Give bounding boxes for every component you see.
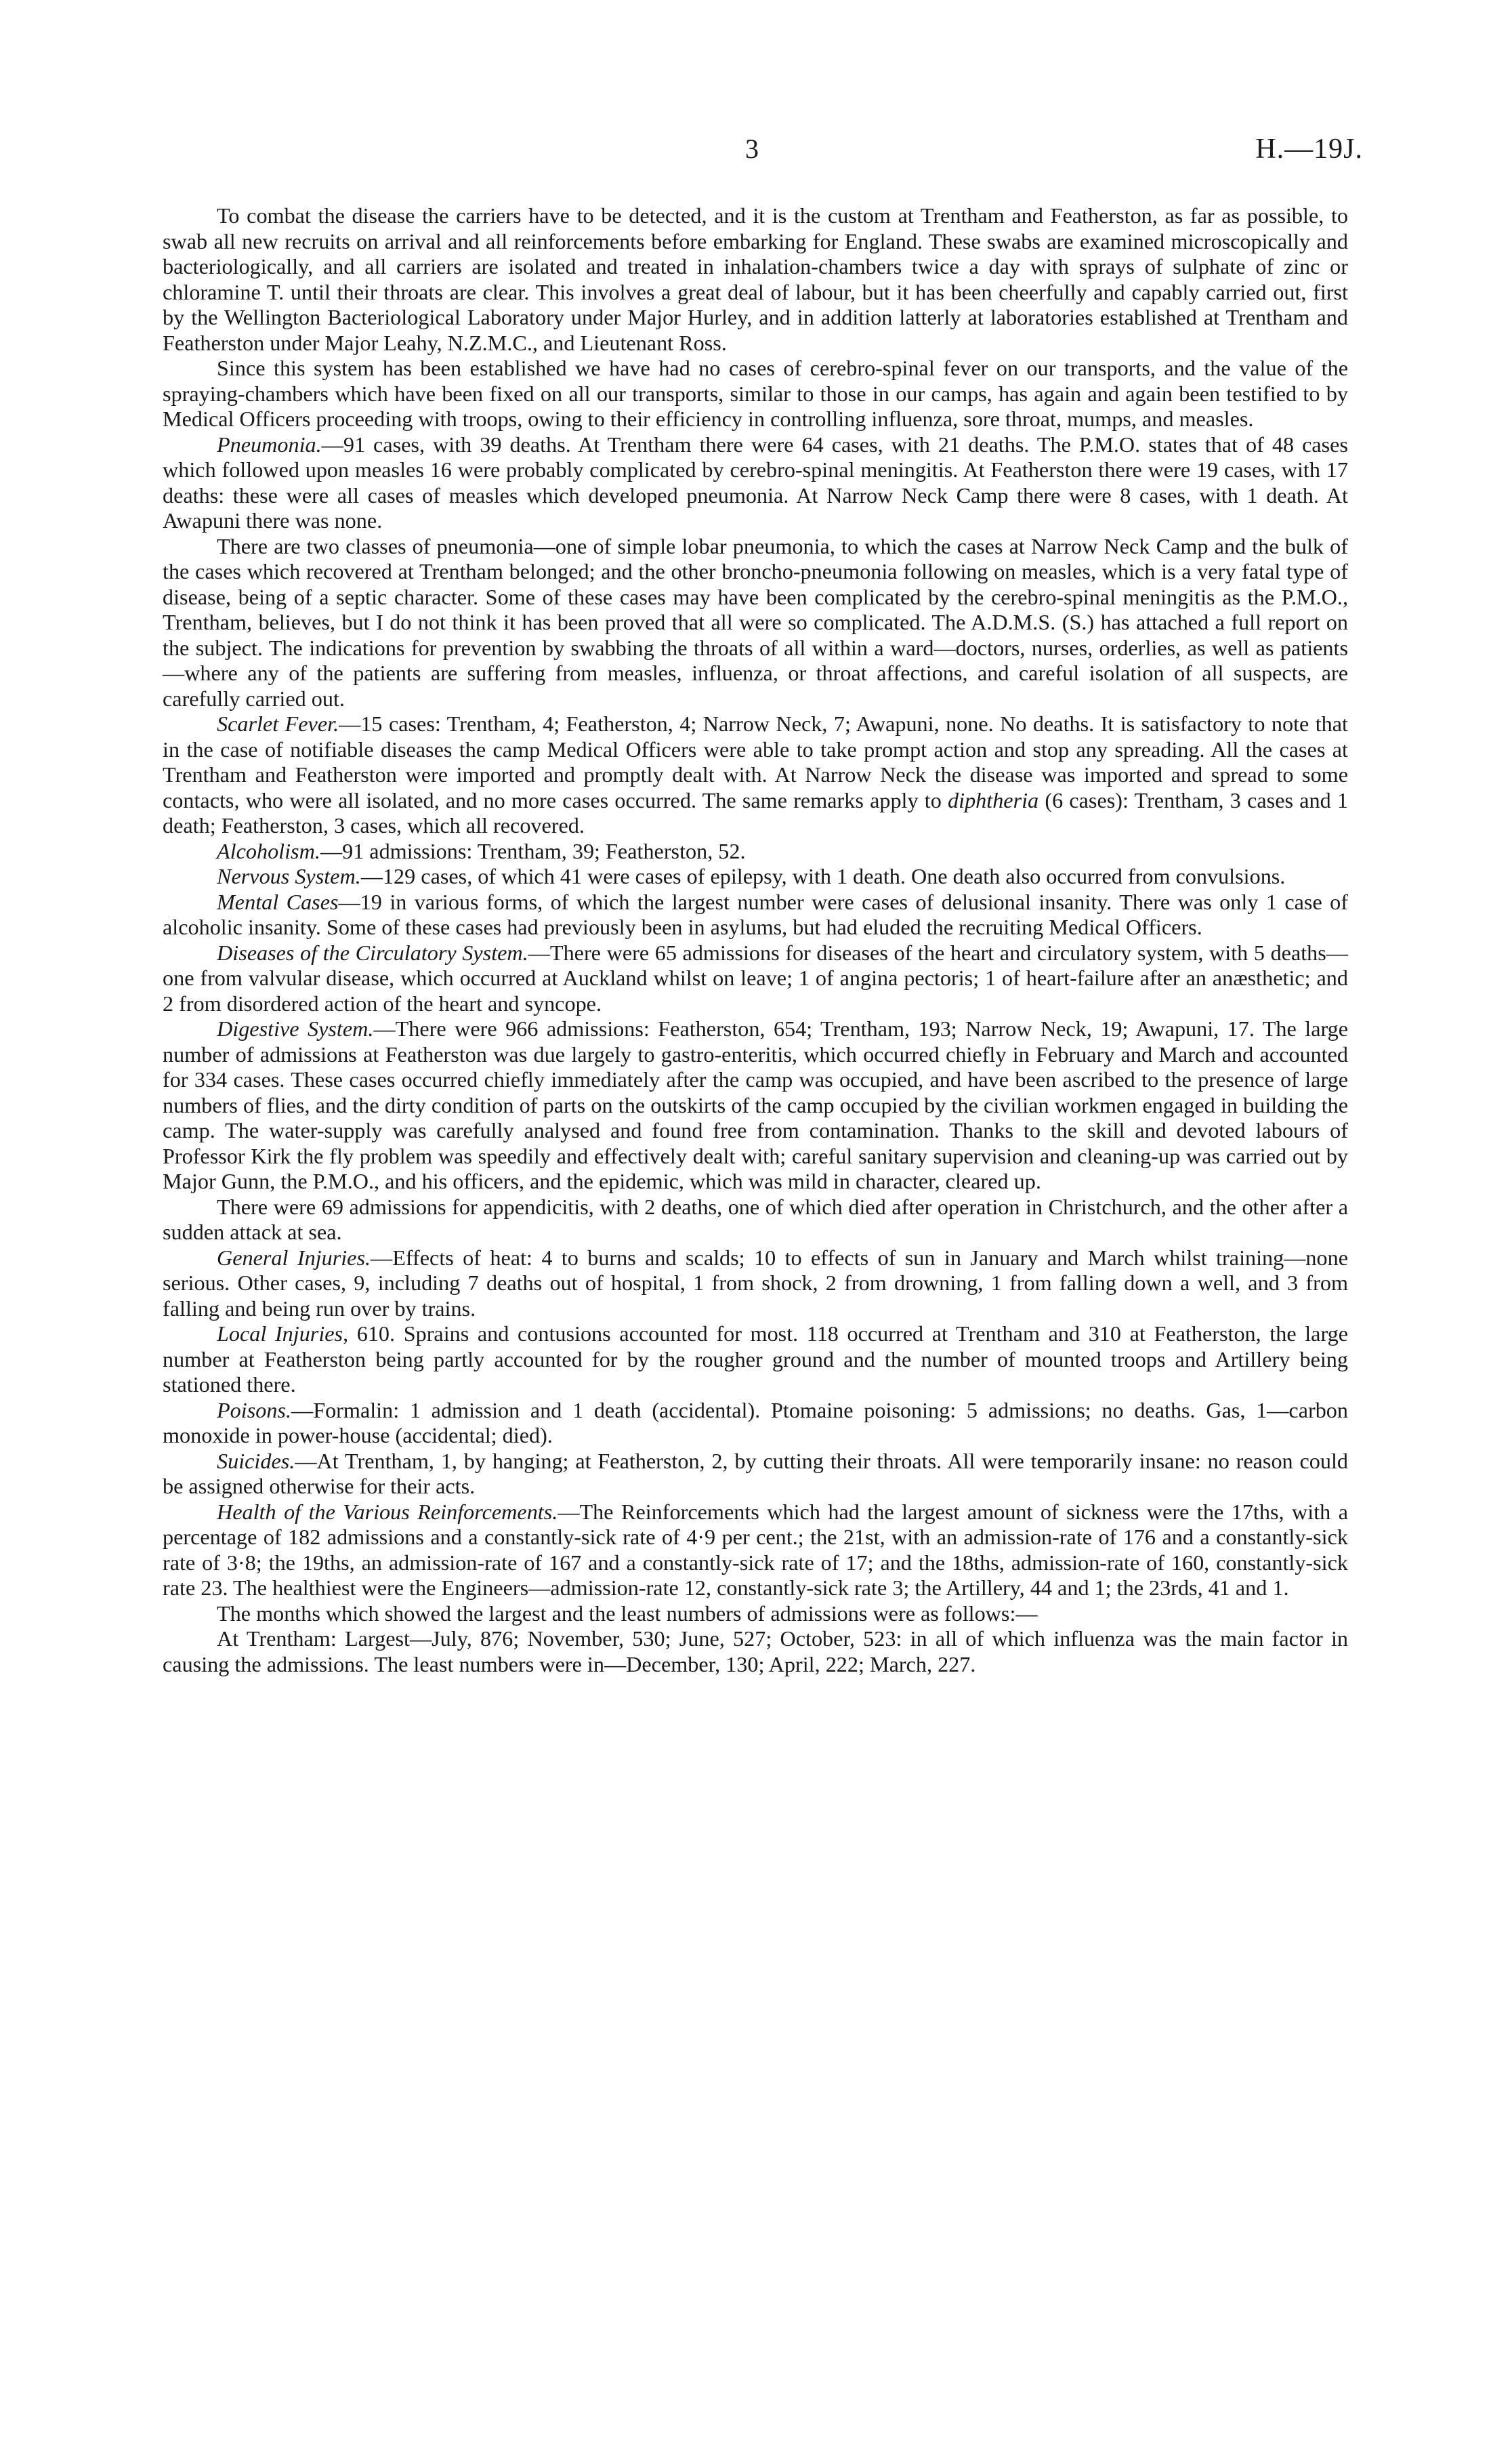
paragraph-digestive-system: Digestive System.—There were 966 admissions: Featherston, 654; Trentham, 193; Narrow Neck, 19; Awapuni, 17. The large number of admissions at Featherston was due largely to gastro-enteritis, which occurred chiefly in February and March and accounted for 334 cases. These cases occurred chiefly immediately after the camp was occupied, and have been ascribed to the presence of large numbers of flies, and the dirty condition of parts on the outskirts of the camp occupied by the civilian workmen engaged in building the camp. The water-supply was carefully analysed and found free from contamination. Thanks to the skill and devoted labours of Professor Kirk the fly problem was speedily and effectively dealt with; careful sanitary supervision and cleaning-up was carried out by Major Gunn, the P.M.O., and his officers, and the epidemic, which was mild in character, cleared up. — [163, 1016, 1348, 1193]
paragraph-local-injuries: Local Injuries, 610. Sprains and contusions accounted for most. 118 occurred at Trentham and 310 at Featherston, the large number at Featherston being partly accounted for by the rougher ground and the number of mounted troops and Artillery being stationed there. — [163, 1321, 1348, 1397]
paragraph-alcoholism: Alcoholism.—91 admissions: Trentham, 39; Featherston, 52. — [217, 838, 746, 863]
section-heading: Suicides. — [217, 1448, 295, 1473]
document-reference: H.—19J. — [1255, 133, 1363, 165]
page-header — [0, 133, 1512, 173]
section-heading: Health of the Various Reinforcements. — [217, 1499, 558, 1524]
inline-italic-term: diphtheria — [948, 787, 1039, 812]
paragraph-trentham-admissions: At Trentham: Largest—July, 876; November, 530; June, 527; October, 523: in all of which influenza was the main factor in causing the admissions. The least numbers were in—December, 130; April, 222; March, 227. — [163, 1626, 1348, 1676]
section-heading: General Injuries. — [217, 1245, 371, 1270]
paragraph-carriers: To combat the disease the carriers have to be detected, and it is the custom at Trentham and Featherston, as far as possible, to swab all new recruits on arrival and all reinforcements before embarking for England. These swabs are examined microscopically and bacteriologically, and all carriers are isolated and treated in inhalation-chambers twice a day with sprays of sulphate of zinc or chloramine T. until their throats are clear. This involves a great deal of labour, but it has been cheerfully and capably carried out, first by the Wellington Bacteriological Laboratory under Major Hurley, and in addition latterly at laboratories established at Trentham and Featherston under Major Leahy, N.Z.M.C., and Lieutenant Ross. — [163, 203, 1348, 355]
paragraph-spraying-system: Since this system has been established we have had no cases of cerebro-spinal fever on our transports, and the value of the spraying-chambers which have been fixed on all our transports, similar to those in our camps, has again and again been testified to by Medical Officers proceeding with troops, owing to their efficiency in controlling influenza, sore throat, mumps, and measles. — [163, 356, 1348, 431]
section-heading: Digestive System. — [217, 1016, 374, 1041]
paragraph-general-injuries: General Injuries.—Effects of heat: 4 to burns and scalds; 10 to effects of sun in January and March whilst training—none serious. Other cases, 9, including 7 deaths out of hospital, 1 from shock, 2 from drowning, 1 from falling down a well, and 3 from falling and being run over by trains. — [163, 1245, 1348, 1321]
section-heading: Alcoholism. — [217, 838, 320, 863]
section-heading: Poisons. — [217, 1397, 291, 1422]
body-text — [163, 203, 1348, 1677]
paragraph-scarlet-fever: Scarlet Fever.—15 cases: Trentham, 4; Featherston, 4; Narrow Neck, 7; Awapuni, none. No deaths. It is satisfactory to note that in the case of notifiable diseases the camp Medical Officers were able to take prompt action and stop any spreading. All the cases at Trentham and Featherston were imported and promptly dealt with. At Narrow Neck the disease was imported and spread to some contacts, who were all isolated, and no more cases occurred. The same remarks apply to diphtheria (6 cases): Trentham, 3 cases and 1 death; Featherston, 3 cases, which all recovered. — [163, 711, 1349, 838]
paragraph-appendicitis: There were 69 admissions for appendicitis, with 2 deaths, one of which died after operation in Christchurch, and the other after a sudden attack at sea. — [163, 1194, 1348, 1244]
section-heading: Nervous System. — [217, 864, 361, 888]
section-heading: Local Injuries — [217, 1321, 343, 1346]
paragraph-poisons: Poisons.—Formalin: 1 admission and 1 death (accidental). Ptomaine poisoning: 5 admissions; no deaths. Gas, 1—carbon monoxide in power-house (accidental; died). — [163, 1397, 1348, 1447]
paragraph-circulatory-system: Diseases of the Circulatory System.—There were 65 admissions for diseases of the heart and circulatory system, with 5 deaths—one from valvular disease, which occurred at Auckland whilst on leave; 1 of angina pectoris; 1 of heart-failure after an anæsthetic; and 2 from disordered action of the heart and syncope. — [163, 940, 1348, 1016]
paragraph-pneumonia-classes: There are two classes of pneumonia—one of simple lobar pneumonia, to which the cases at Narrow Neck Camp and the bulk of the cases which recovered at Trentham belonged; and the other broncho-pneumonia following on measles, which is a very fatal type of disease, being of a septic character. Some of these cases may have been complicated by the cerebro-spinal meningitis as the P.M.O., Trentham, believes, but I do not think it has been proved that all were so complicated. The A.D.M.S. (S.) has attached a full report on the subject. The indications for prevention by swabbing the throats of all within a ward—doctors, nurses, orderlies, as well as patients—where any of the patients are suffering from measles, influenza, or throat affections, and careful isolation of all suspects, are carefully carried out. — [163, 533, 1348, 711]
section-heading: Scarlet Fever. — [217, 711, 339, 736]
section-heading: Pneumonia. — [217, 432, 322, 457]
section-heading: Mental Cases — [217, 889, 339, 914]
paragraph-nervous-system: Nervous System.—129 cases, of which 41 were cases of epilepsy, with 1 death. One death also occurred from convulsions. — [217, 864, 1286, 888]
paragraph-pneumonia: Pneumonia.—91 cases, with 39 deaths. At Trentham there were 64 cases, with 21 deaths. The P.M.O. states that of 48 cases which followed upon measles 16 were probably complicated by cerebro-spinal meningitis. At Featherston there were 19 cases, with 17 deaths: these were all cases of measles which developed pneumonia. At Narrow Neck Camp there were 8 cases, with 1 death. At Awapuni there was none. — [163, 432, 1348, 533]
paragraph-mental-cases: Mental Cases—19 in various forms, of which the largest number were cases of delusional insanity. There was only 1 case of alcoholic insanity. Some of these cases had previously been in asylums, but had eluded the recruiting Medical Officers. — [163, 889, 1348, 939]
paragraph-reinforcements-health: Health of the Various Reinforcements.—The Reinforcements which had the largest amount of sickness were the 17ths, with a percentage of 182 admissions and a constantly-sick rate of 4·9 per cent.; the 21st, with an admission-rate of 176 and a constantly-sick rate of 3·8; the 19ths, an admission-rate of 167 and a constantly-sick rate of 17; and the 18ths, admission-rate of 160, constantly-sick rate 23. The healthiest were the Engineers—admission-rate 12, constantly-sick rate 3; the Artillery, 44 and 1; the 23rds, 41 and 1. — [163, 1499, 1348, 1600]
page-number: 3 — [745, 133, 759, 164]
section-heading: Diseases of the Circulatory System. — [217, 940, 528, 965]
paragraph-monthly-admissions: The months which showed the largest and the least numbers of admissions were as follows:— — [217, 1601, 1038, 1626]
paragraph-suicides: Suicides.—At Trentham, 1, by hanging; at Featherston, 2, by cutting their throats. All were temporarily insane: no reason could be assigned otherwise for their acts. — [163, 1448, 1348, 1498]
